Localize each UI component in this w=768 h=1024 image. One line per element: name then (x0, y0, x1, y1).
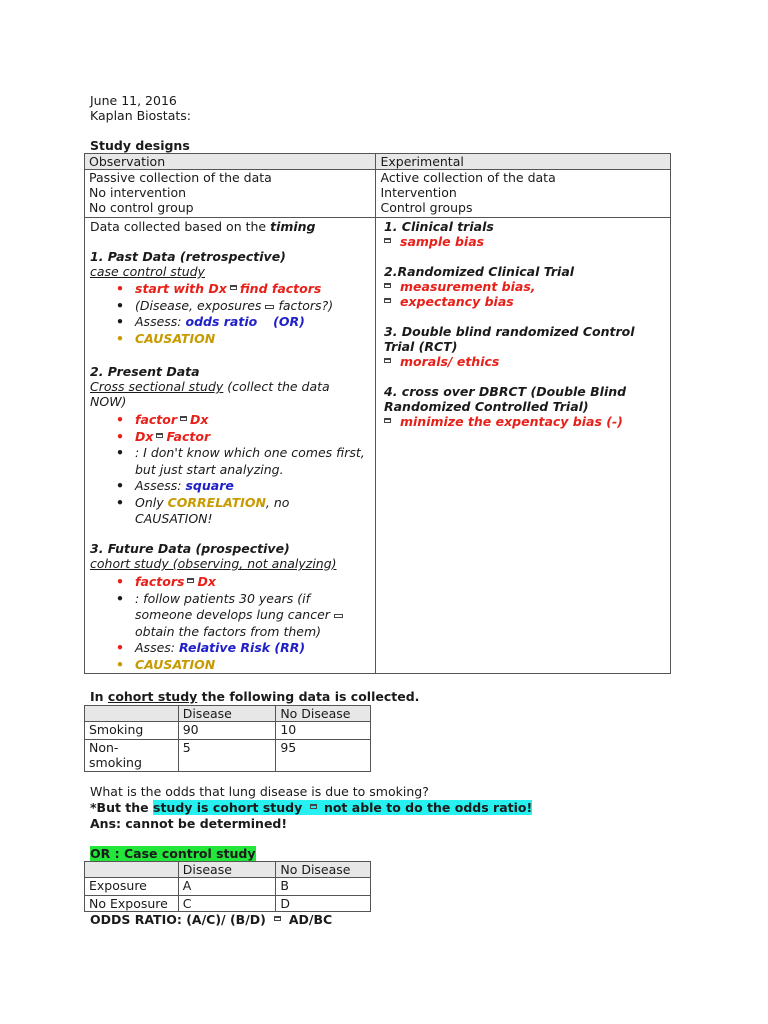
past-data-title: 1. Past Data (retrospective) (90, 249, 286, 264)
experimental-definition: Active collection of the data Intervention Control groups (376, 170, 671, 218)
rct-item-2: expectancy bias (384, 294, 514, 309)
table-cell: Non- smoking (85, 740, 179, 772)
list-item: • Assess: square (90, 478, 375, 495)
present-data-title: 2. Present Data (90, 364, 200, 379)
dbrct-title-1: 3. Double blind randomized Control (384, 324, 635, 339)
table-row (85, 740, 371, 772)
timing-intro: Data collected based on the timing (90, 219, 316, 234)
table-cell: 95 (276, 740, 371, 772)
clinical-trials-title: 1. Clinical trials (384, 219, 494, 234)
table-header-cell: Disease (178, 706, 276, 722)
cross-sectional-subtitle-cont: NOW) (90, 394, 127, 409)
clinical-trials-item: sample bias (384, 234, 484, 249)
dbrct-title-2: Trial (RCT) (384, 339, 458, 354)
cohort-table (84, 705, 371, 772)
case-control-subtitle: case control study (90, 264, 205, 279)
crossover-title-1: 4. cross over DBRCT (Double Blind (384, 384, 627, 399)
table-cell: 5 (178, 740, 276, 772)
arrow-icon (265, 305, 274, 309)
table-cell: D (276, 896, 371, 912)
future-data-list (90, 574, 375, 673)
arrow-icon (187, 578, 194, 583)
or-heading: OR : Case control study (90, 846, 256, 861)
odds-ratio-formula: ODDS RATIO: (A/C)/ (B/D) AD/BC (90, 912, 333, 927)
arrow-icon (334, 614, 343, 618)
odds-question: What is the odds that lung disease is due to smoking? (90, 784, 429, 799)
table-row (85, 878, 371, 896)
cohort-subtitle: cohort study (observing, not analyzing) (90, 556, 337, 571)
arrow-icon (310, 804, 317, 809)
list-item: • factor Dx (90, 412, 375, 429)
table-header-cell: Disease (178, 862, 276, 878)
arrow-icon (384, 358, 391, 363)
crossover-title-2: Randomized Controlled Trial) (384, 399, 589, 414)
table-header-cell: No Disease (276, 706, 371, 722)
table-cell: A (178, 878, 276, 896)
table-cell: B (276, 878, 371, 896)
list-item: • Assess: odds ratio (OR) (90, 314, 375, 331)
list-item: • Dx Factor (90, 429, 375, 446)
arrow-icon (274, 916, 281, 921)
rct-title: 2.Randomized Clinical Trial (384, 264, 575, 279)
list-item: • factors Dx (90, 574, 375, 591)
arrow-icon (384, 238, 391, 243)
table-header-cell (85, 862, 179, 878)
list-item: • (Disease, exposures factors?) (90, 298, 375, 315)
table-cell: No Exposure (85, 896, 179, 912)
table-row (85, 722, 371, 740)
list-item: • CAUSATION (90, 331, 375, 348)
past-data-list (90, 281, 375, 347)
arrow-icon (384, 283, 391, 288)
observation-definition: Passive collection of the data No intervention No control group (85, 170, 376, 218)
document-date: June 11, 2016 (90, 93, 177, 108)
present-data-list (90, 412, 375, 528)
table-row (85, 896, 371, 912)
arrow-icon (156, 433, 163, 438)
arrow-icon (230, 285, 237, 290)
list-item: • CAUSATION (90, 657, 375, 674)
rct-item-1: measurement bias, (384, 279, 536, 294)
list-item: • Asses: Relative Risk (RR) (90, 640, 375, 657)
cohort-heading: In cohort study the following data is collected. (90, 689, 420, 704)
experimental-header: Experimental (376, 154, 671, 170)
table-cell: Smoking (85, 722, 179, 740)
list-item: • : follow patients 30 years (if someone develops lung cancer obtain the factors from them) (90, 591, 375, 641)
table-cell: 10 (276, 722, 371, 740)
arrow-icon (384, 418, 391, 423)
table-cell: C (178, 896, 276, 912)
cross-sectional-subtitle: Cross sectional study (collect the data (90, 379, 330, 394)
list-item: • : I don't know which one comes first, but just start analyzing. (90, 445, 375, 478)
study-designs-heading: Study designs (90, 138, 190, 153)
table-cell: Exposure (85, 878, 179, 896)
table-header-cell: No Disease (276, 862, 371, 878)
table-cell: 90 (178, 722, 276, 740)
table-header-cell (85, 706, 179, 722)
crossover-item: minimize the expentacy bias (-) (384, 414, 623, 429)
list-item: • Only CORRELATION, no CAUSATION! (90, 495, 375, 528)
arrow-icon (180, 416, 187, 421)
arrow-icon (384, 298, 391, 303)
list-item: • start with Dx find factors (90, 281, 375, 298)
document-title: Kaplan Biostats: (90, 108, 191, 123)
future-data-title: 3. Future Data (prospective) (90, 541, 290, 556)
observation-header: Observation (85, 154, 376, 170)
dbrct-item: morals/ ethics (384, 354, 499, 369)
answer-line: Ans: cannot be determined! (90, 816, 288, 831)
case-control-table (84, 861, 371, 912)
cohort-note: *But the study is cohort study not able to do the odds ratio! (90, 800, 533, 815)
